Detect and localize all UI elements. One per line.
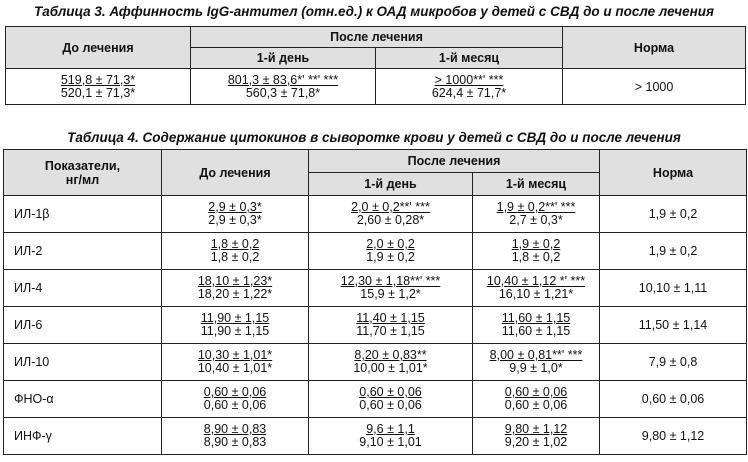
value-before-treatment: 1,8 ± 0,2 xyxy=(210,237,260,251)
cell-month1 xyxy=(473,196,600,233)
t3-header-before: До лечения xyxy=(6,27,191,69)
table4 xyxy=(3,149,747,455)
value-before-treatment: 10,30 ± 1,01* xyxy=(197,348,273,362)
table-row xyxy=(4,344,747,381)
table-row xyxy=(4,307,747,344)
t3-header-norm: Норма xyxy=(563,27,746,69)
value-comparison: 1,8 ± 0,2 xyxy=(511,250,561,264)
value-comparison: 0,60 ± 0,06 xyxy=(203,398,267,412)
cell-before xyxy=(162,418,309,455)
table-row xyxy=(4,381,747,418)
table-row xyxy=(4,418,747,455)
value-comparison: 1,8 ± 0,2 xyxy=(210,250,260,264)
table4-caption: Таблица 4. Содержание цитокинов в сыворотке крови у детей с СВД до и после лечения xyxy=(67,130,681,145)
t4-header-norm: Норма xyxy=(600,150,747,196)
value-comparison: 520,1 ± 71,3* xyxy=(60,85,136,100)
value-comparison: 9,20 ± 1,02 xyxy=(504,435,568,449)
value-comparison: 560,3 ± 71,8* xyxy=(245,85,321,100)
cell-day1 xyxy=(309,307,473,344)
row-label: ИЛ-4 xyxy=(4,270,162,307)
t4-header-indicator-line2: нг/мл xyxy=(65,172,100,187)
value-month1: 0,60 ± 0,06 xyxy=(504,385,568,399)
t3-cell-before xyxy=(6,69,191,105)
row-label: ФНО-α xyxy=(4,381,162,418)
table-row xyxy=(4,233,747,270)
value-month1: 11,60 ± 1,15 xyxy=(501,311,571,325)
row-label: ИЛ-1β xyxy=(4,196,162,233)
cell-before xyxy=(162,196,309,233)
value-month1: 9,80 ± 1,12 xyxy=(504,422,568,436)
t3-cell-day1 xyxy=(191,69,376,105)
value-comparison: 18,20 ± 1,22* xyxy=(197,287,273,301)
value-comparison: 11,60 ± 1,15 xyxy=(501,324,571,338)
cell-day1 xyxy=(309,344,473,381)
value-month1: 8,00 ± 0,81**' *** xyxy=(489,348,583,362)
row-label: ИЛ-2 xyxy=(4,233,162,270)
cell-month1 xyxy=(473,344,600,381)
value-comparison: 2,60 ± 0,28* xyxy=(356,213,425,227)
value-comparison: 10,00 ± 1,01* xyxy=(353,361,428,375)
value-comparison: 624,4 ± 71,7* xyxy=(431,85,507,100)
value-day1: 2,0 ± 0,2 xyxy=(366,237,415,251)
cell-day1 xyxy=(309,381,473,418)
cell-before xyxy=(162,307,309,344)
cell-norm: 1,9 ± 0,2 xyxy=(600,196,747,233)
value-comparison: 10,40 ± 1,01* xyxy=(197,361,273,375)
value-day1: 8,20 ± 0,83** xyxy=(354,348,427,362)
value-comparison: 0,60 ± 0,06 xyxy=(359,398,422,412)
cell-day1 xyxy=(309,233,473,270)
cell-norm: 10,10 ± 1,11 xyxy=(600,270,747,307)
value-day1: 2,0 ± 0,2**' *** xyxy=(351,200,430,214)
cell-before xyxy=(162,270,309,307)
cell-before xyxy=(162,233,309,270)
cell-norm: 0,60 ± 0,06 xyxy=(600,381,747,418)
value-month1: 10,40 ± 1,12 *' *** xyxy=(486,274,586,288)
value-before-treatment: 0,60 ± 0,06 xyxy=(203,385,267,399)
cell-norm: 1,9 ± 0,2 xyxy=(600,233,747,270)
value-before-treatment: 519,8 ± 71,3* xyxy=(60,72,136,87)
value-comparison: 8,90 ± 0,83 xyxy=(203,435,267,449)
value-day1: 12,30 ± 1,18**' *** xyxy=(340,274,441,288)
table3 xyxy=(5,26,746,105)
t4-header-after: После лечения xyxy=(309,150,600,173)
value-day1: 11,40 ± 1,15 xyxy=(356,311,425,325)
t3-header-after: После лечения xyxy=(191,27,563,48)
value-comparison: 0,60 ± 0,06 xyxy=(504,398,568,412)
cell-month1 xyxy=(473,381,600,418)
t4-header-indicator xyxy=(4,150,162,196)
t3-cell-month1 xyxy=(376,69,563,105)
value-day1: 0,60 ± 0,06 xyxy=(359,385,422,399)
cell-norm: 7,9 ± 0,8 xyxy=(600,344,747,381)
cell-day1 xyxy=(309,196,473,233)
row-label: ИЛ-6 xyxy=(4,307,162,344)
t3-header-day1: 1-й день xyxy=(191,48,376,69)
value-before-treatment: 8,90 ± 0,83 xyxy=(203,422,267,436)
row-label: ИЛ-10 xyxy=(4,344,162,381)
cell-month1 xyxy=(473,307,600,344)
value-day1: 801,3 ± 83,6*' **' *** xyxy=(227,72,339,87)
value-before-treatment: 11,90 ± 1,15 xyxy=(200,311,270,325)
value-before-treatment: 18,10 ± 1,23* xyxy=(197,274,273,288)
value-comparison: 1,9 ± 0,2 xyxy=(366,250,415,264)
table-row xyxy=(4,196,747,233)
value-month1: 1,9 ± 0,2**' *** xyxy=(496,200,576,214)
value-month1: > 1000**' *** xyxy=(434,72,504,87)
table-row xyxy=(4,270,747,307)
cell-month1 xyxy=(473,418,600,455)
value-comparison: 9,9 ± 1,0* xyxy=(509,361,563,375)
value-comparison: 2,9 ± 0,3* xyxy=(208,213,262,227)
table3-caption: Таблица 3. Аффинность IgG-антител (отн.ед.) к ОАД микробов у детей с СВД до и после лечения xyxy=(33,4,715,19)
cell-day1 xyxy=(309,270,473,307)
cell-before xyxy=(162,344,309,381)
t4-header-day1: 1-й день xyxy=(309,173,473,196)
cell-before xyxy=(162,381,309,418)
value-comparison: 2,7 ± 0,3* xyxy=(509,213,563,227)
value-comparison: 15,9 ± 1,2* xyxy=(360,287,421,301)
value-comparison: 11,70 ± 1,15 xyxy=(356,324,425,338)
value-comparison: 9,10 ± 1,01 xyxy=(359,435,422,449)
t4-header-indicator-line1: Показатели, xyxy=(44,158,121,173)
value-day1: 9,6 ± 1,1 xyxy=(366,422,415,436)
t3-header-month1: 1-й месяц xyxy=(376,48,563,69)
t4-header-before: До лечения xyxy=(162,150,309,196)
value-comparison: 16,10 ± 1,21* xyxy=(498,287,574,301)
cell-month1 xyxy=(473,233,600,270)
t3-cell-norm: > 1000 xyxy=(563,69,746,105)
row-label: ИНФ-γ xyxy=(4,418,162,455)
cell-month1 xyxy=(473,270,600,307)
t4-header-month1: 1-й месяц xyxy=(473,173,600,196)
cell-norm: 11,50 ± 1,14 xyxy=(600,307,747,344)
value-month1: 1,9 ± 0,2 xyxy=(511,237,561,251)
value-comparison: 11,90 ± 1,15 xyxy=(200,324,270,338)
t3-row xyxy=(6,69,746,105)
value-before-treatment: 2,9 ± 0,3* xyxy=(208,200,262,214)
cell-norm: 9,80 ± 1,12 xyxy=(600,418,747,455)
cell-day1 xyxy=(309,418,473,455)
